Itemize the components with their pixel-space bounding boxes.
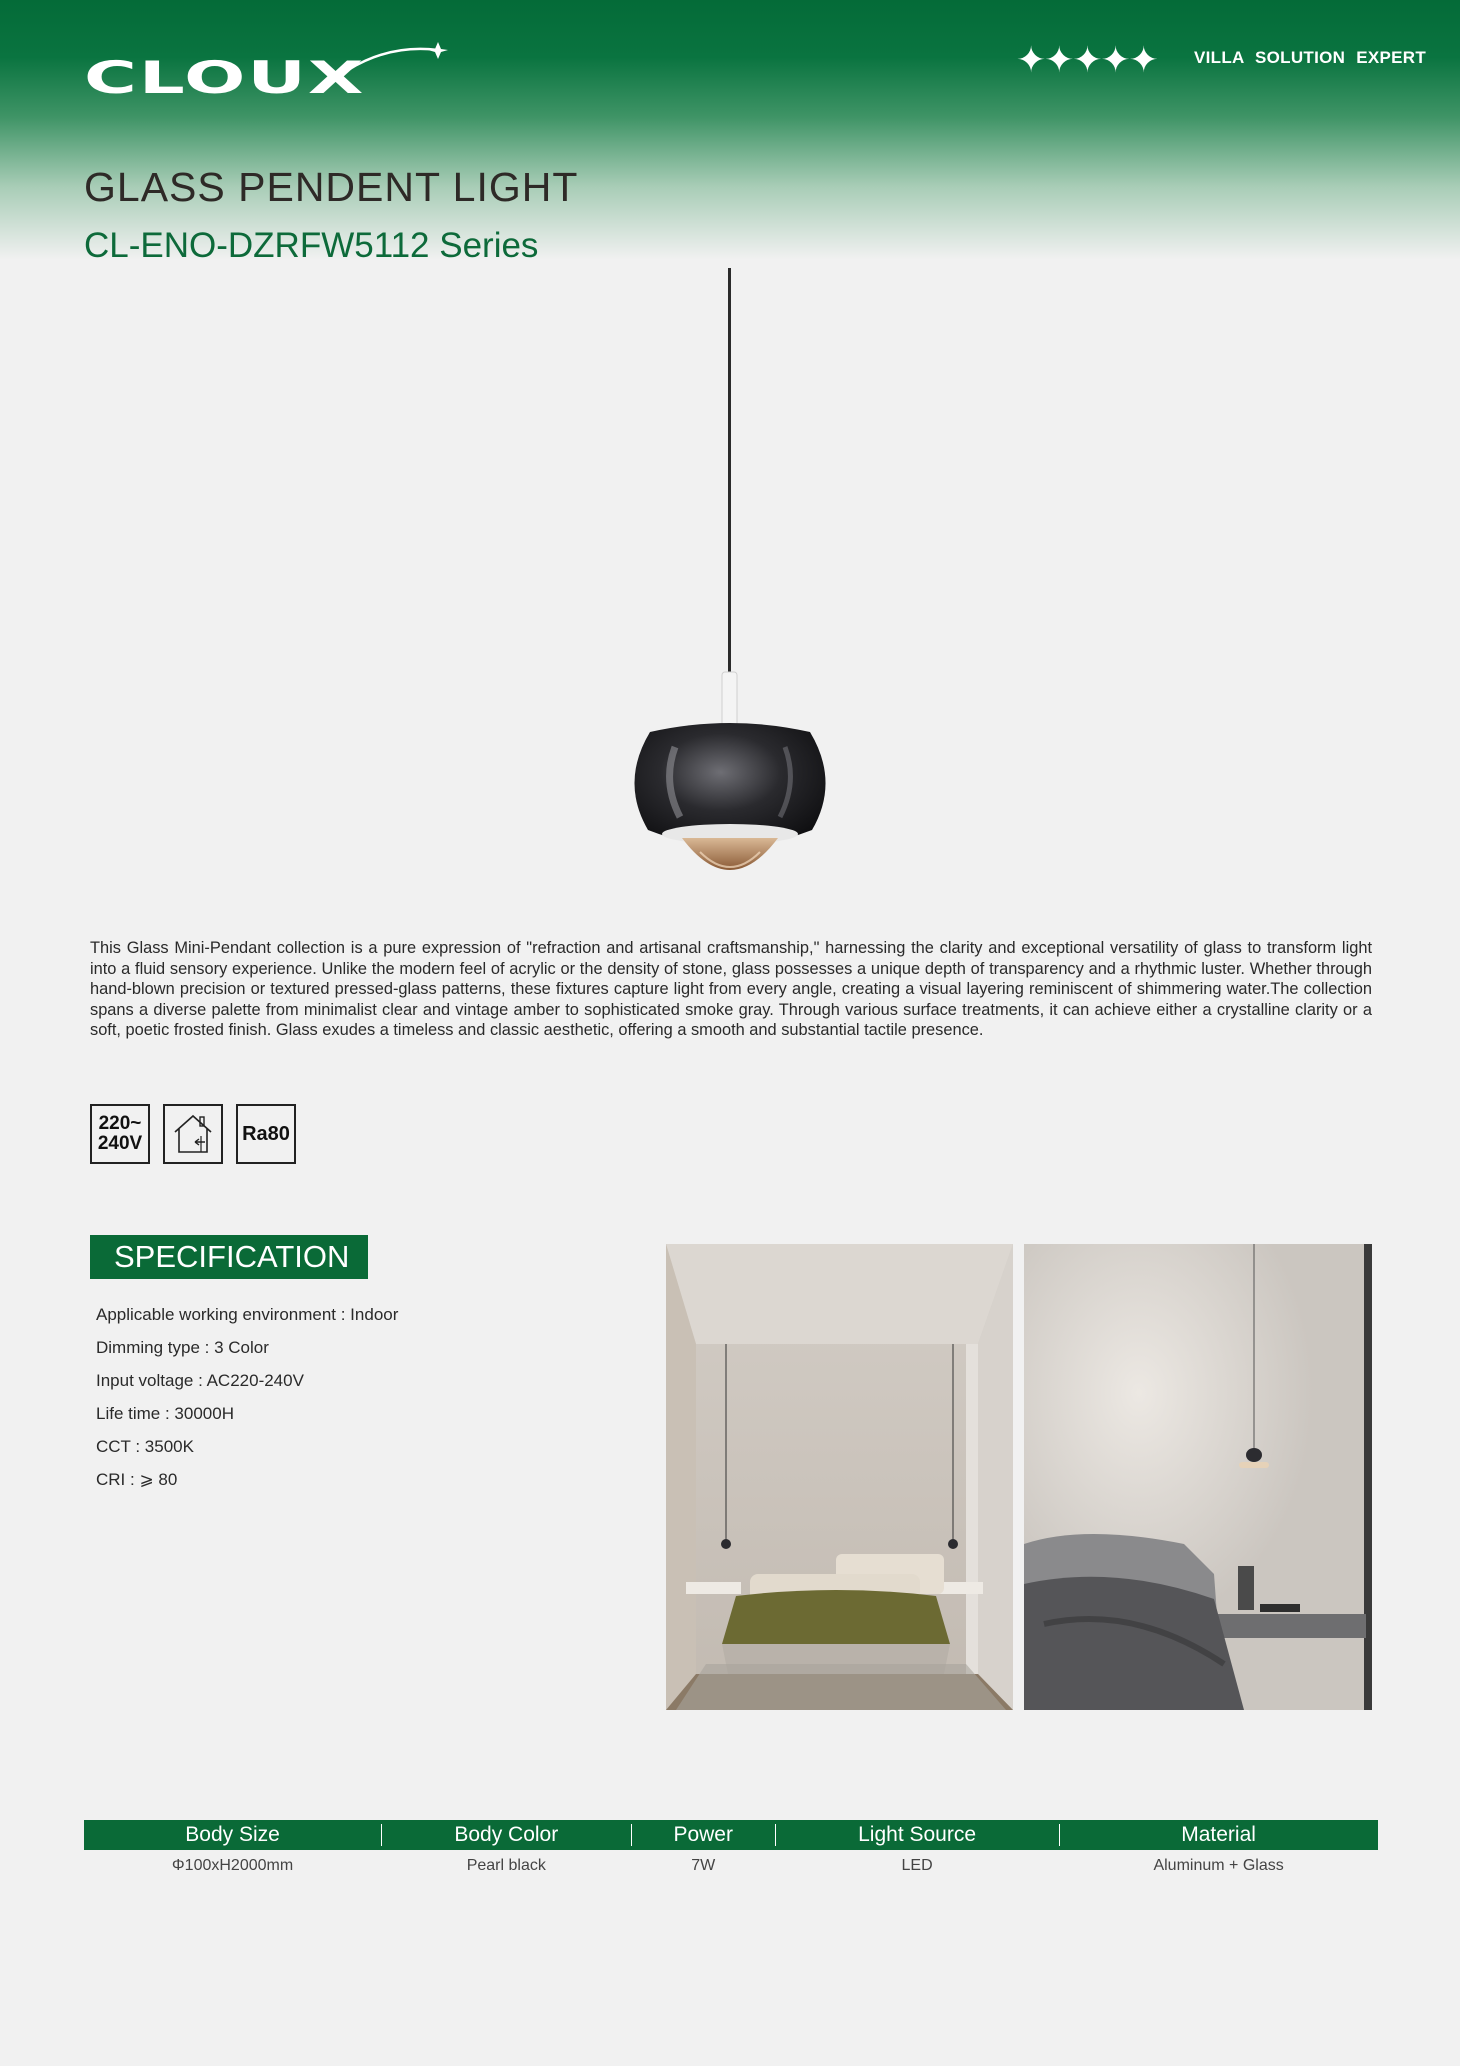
brand-slogan: VILLA SOLUTION EXPERT	[1194, 48, 1427, 67]
parameter-table	[84, 1820, 1378, 1876]
param-value: Aluminum + Glass	[1153, 1857, 1284, 1874]
parameter-value-row	[84, 1850, 1378, 1876]
white-canopy-tube	[722, 672, 737, 732]
spec-item: Life time : 30000H	[96, 1404, 234, 1423]
param-header: Body Size	[84, 1820, 381, 1850]
spec-item: Input voltage : AC220-240V	[96, 1371, 304, 1390]
product-description: This Glass Mini-Pendant collection is a pure expression of "refraction and artisanal craftsmanship," harnessing the clarity and exceptional versatility of glass to transform light into a fluid sensory experience. Unlike the modern feel of acrylic or the density of stone, glass possesses a unique depth of transparency and a rhythmic luster. Whether through hand-blown precision or textured pressed-glass patterns, these fixtures capture light from every angle, creating a visual layering reminiscent of shimmering water.The collection spans a diverse palette from minimalist clear and vintage amber to sophisticated smoke gray. Through various surface treatments, it can achieve either a crystalline clarity or a soft, poetic frosted finish. Glass exudes a timeless and classic aesthetic, offering a smooth and substantial tactile presence.	[90, 939, 1372, 1039]
logo-wordmark: CLOUX	[84, 51, 366, 104]
indoor-house-icon	[163, 1104, 223, 1164]
spec-item: CRI : ⩾ 80	[96, 1470, 178, 1489]
feature-badges	[90, 1104, 296, 1164]
brand-logo	[84, 40, 444, 110]
parameter-header-row	[84, 1820, 1378, 1850]
voltage-badge	[90, 1104, 150, 1164]
param-value: Φ100xH2000mm	[171, 1857, 294, 1874]
spec-item: Dimming type : 3 Color	[96, 1338, 269, 1357]
amber-lens	[682, 838, 778, 870]
param-value: 7W	[691, 1857, 716, 1874]
voltage-line1: 220~	[98, 1113, 142, 1134]
rating-stars: ✦✦✦✦✦	[1016, 39, 1157, 80]
param-header: Material	[1059, 1820, 1378, 1850]
pendant-light-image	[600, 262, 860, 932]
header-band	[0, 0, 1460, 260]
spec-item: Applicable working environment : Indoor	[96, 1305, 399, 1324]
specification-list	[96, 1298, 398, 1496]
param-header: Body Color	[381, 1820, 631, 1850]
param-value: LED	[901, 1857, 933, 1874]
param-value: Pearl black	[466, 1857, 546, 1874]
spec-item: CCT : 3500K	[96, 1437, 194, 1456]
voltage-line2: 240V	[97, 1133, 143, 1154]
param-header: Light Source	[775, 1820, 1059, 1850]
bedroom-photo-wide	[666, 1244, 1013, 1710]
param-header: Power	[631, 1820, 774, 1850]
specification-heading: SPECIFICATION	[90, 1235, 368, 1279]
logo-swoosh-icon	[340, 40, 450, 100]
product-series: CL-ENO-DZRFW5112 Series	[84, 226, 539, 265]
cri-badge: Ra80	[236, 1104, 296, 1164]
suspension-cable	[728, 268, 731, 678]
bedroom-photo-closeup	[1024, 1244, 1372, 1710]
product-title: GLASS PENDENT LIGHT	[84, 164, 579, 210]
